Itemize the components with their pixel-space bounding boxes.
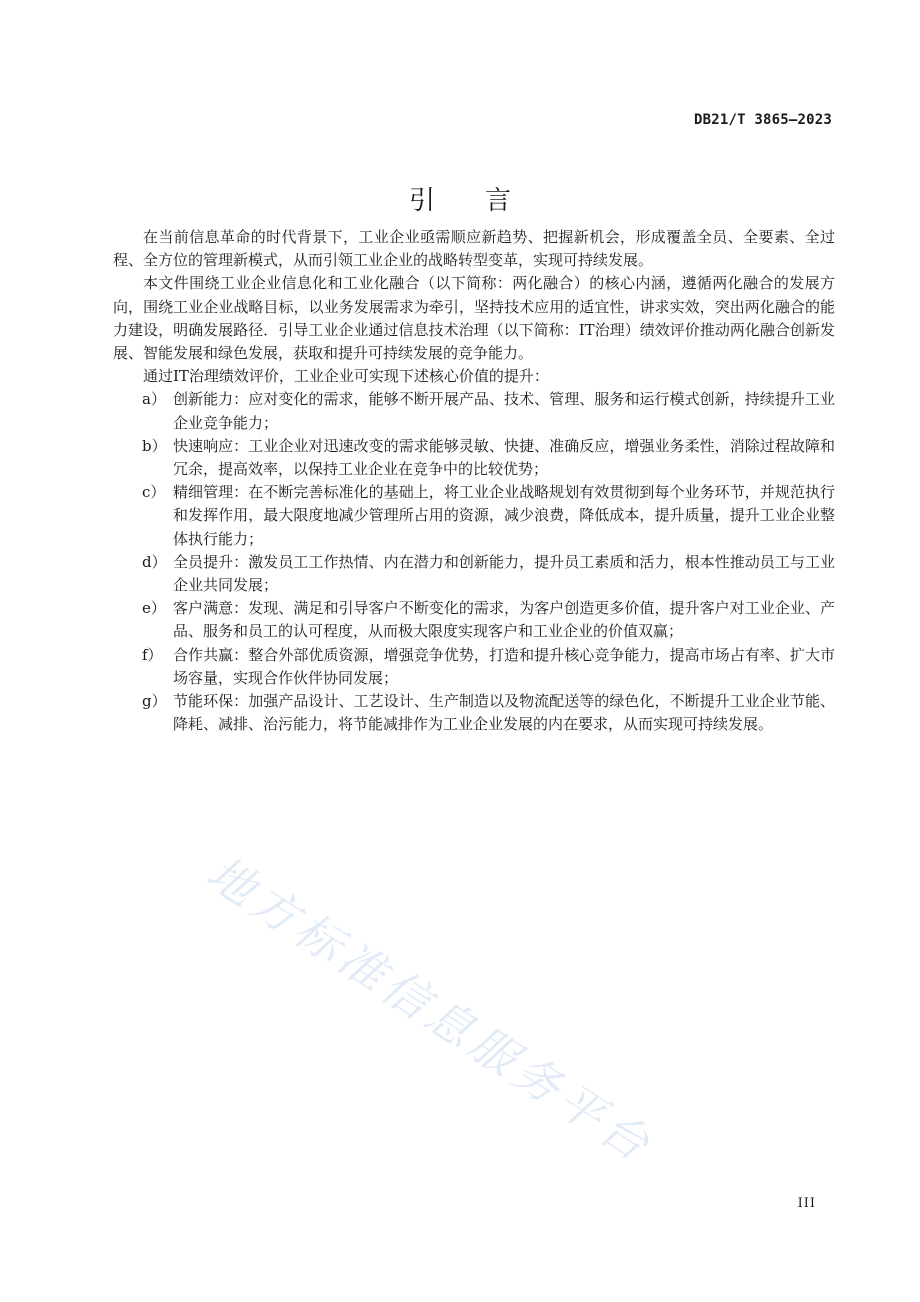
list-marker: b） (142, 436, 167, 455)
list-item-g (113, 690, 835, 736)
list-marker: g） (142, 692, 167, 711)
list-text: 创新能力：应对变化的需求，能够不断开展产品、技术、管理、服务和运行模式创新，持续提升工业企业竞争能力； (173, 390, 835, 432)
paragraph-2: 本文件围绕工业企业信息化和工业化融合（以下简称：两化融合）的核心内涵，遵循两化融合的发展方向，围绕工业企业战略目标，以业务发展需求为牵引，坚持技术应用的适宜性，讲求实效，突出两化融合的能力建设，明确发展路径．引导工业企业通过信息技术治理（以下简称：IT治理）绩效评价推动两化融合创新发展、智能发展和绿色发展，获取和提升可持续发展的竞争能力。 (113, 274, 835, 363)
document-body (113, 226, 835, 736)
list-text: 节能环保：加强产品设计、工艺设计、生产制造以及物流配送等的绿色化，不断提升工业企业节能、降耗、减排、治污能力，将节能减排作为工业企业发展的内在要求，从而实现可持续发展。 (173, 692, 835, 734)
list-item-d (113, 551, 835, 597)
page-number: III (797, 1196, 816, 1211)
document-code: DB21/T 3865—2023 (693, 112, 832, 128)
list-marker: e） (142, 599, 166, 618)
list-item-a (113, 388, 835, 434)
list-item-c (113, 481, 835, 551)
paragraph-3: 通过IT治理绩效评价，工业企业可实现下述核心价值的提升： (143, 367, 549, 386)
paragraph-1: 在当前信息革命的时代背景下，工业企业亟需顺应新趋势、把握新机会，形成覆盖全员、全要素、全过程、全方位的管理新模式，从而引领工业企业的战略转型变革，实现可持续发展。 (113, 228, 835, 270)
list-marker: a） (142, 390, 166, 409)
list-text: 全员提升：激发员工工作热情、内在潜力和创新能力，提升员工素质和活力，根本性推动员工与工业企业共同发展； (173, 552, 835, 595)
list-text: 精细管理：在不断完善标准化的基础上，将工业企业战略规划有效贯彻到每个业务环节，并规范执行和发挥作用，最大限度地减少管理所占用的资源，减少浪费，降低成本，提升质量，提升工业企业整体执行能力； (173, 483, 835, 548)
list-marker: f） (142, 645, 163, 664)
list-marker: d） (142, 552, 167, 571)
list-text: 客户满意：发现、满足和引导客户不断变化的需求，为客户创造更多价值，提升客户对工业企业、产品、服务和员工的认可程度，从而极大限度实现客户和工业企业的价值双赢； (173, 599, 835, 641)
list-marker: c） (142, 483, 166, 502)
list-text: 合作共赢：整合外部优质资源，增强竞争优势，打造和提升核心竞争能力，提高市场占有率、扩大市场容量，实现合作伙伴协同发展； (173, 645, 835, 687)
list-item-f (113, 644, 835, 690)
list-item-e (113, 597, 835, 643)
list-item-b (113, 435, 835, 481)
page-title: 引言 (408, 186, 561, 216)
list-text: 快速响应：工业企业对迅速改变的需求能够灵敏、快捷、准确反应，增强业务柔性，消除过程故障和冗余，提高效率，以保持工业企业在竞争中的比较优势； (173, 436, 835, 479)
watermark: 地方标准信息服务平台 (197, 845, 664, 1175)
